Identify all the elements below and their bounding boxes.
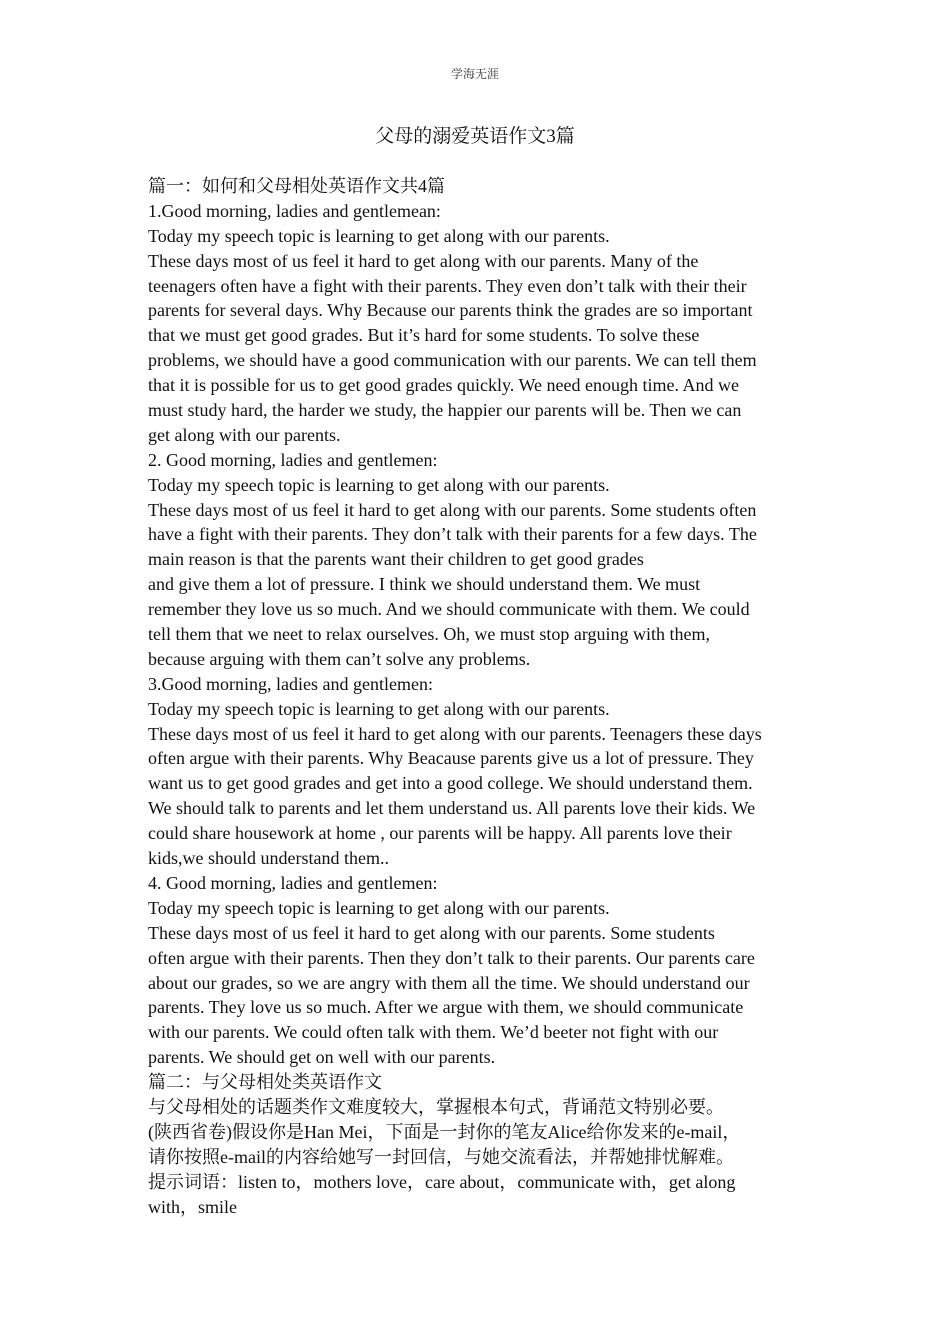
page-header: 学海无涯 — [450, 67, 499, 81]
text-line: get along with our parents. — [148, 424, 341, 445]
text-line: because arguing with them can’t solve any problems. — [148, 648, 531, 669]
text-line: about our grades, so we are angry with them all the time. We should understand our — [148, 972, 750, 993]
text-line: often argue with their parents. Then they don’t talk to their parents. Our parents care — [148, 947, 755, 968]
text-line: parents for several days. Why Because our parents think the grades are so important — [148, 300, 753, 321]
document-body — [148, 174, 808, 1219]
text-line: These days most of us feel it hard to get along with our parents. Some students — [148, 922, 715, 943]
text-line: These days most of us feel it hard to get along with our parents. Some students often — [148, 499, 757, 520]
text-line: 与父母相处的话题类作文难度较大，掌握根本句式，背诵范文特别必要。 — [148, 1096, 724, 1117]
text-line: and give them a lot of pressure. I think we should understand them. We must — [148, 574, 701, 595]
text-line: parents. We should get on well with our parents. — [148, 1047, 496, 1068]
text-line: problems, we should have a good communication with our parents. We can tell them — [148, 350, 757, 371]
text-line: 4. Good morning, ladies and gentlemen: — [148, 872, 438, 893]
text-line: Today my speech topic is learning to get along with our parents. — [148, 474, 610, 495]
text-line: tell them that we neet to relax ourselves. Oh, we must stop arguing with them, — [148, 624, 711, 645]
text-line: 提示词语：listen to，mothers love，care about，communicate with，get along — [148, 1171, 736, 1192]
text-line: (陕西省卷)假设你是Han Mei，下面是一封你的笔友Alice给你发来的e-mail， — [148, 1121, 741, 1142]
text-line: These days most of us feel it hard to get along with our parents. Teenagers these days — [148, 723, 762, 744]
text-line: Today my speech topic is learning to get along with our parents. — [148, 897, 610, 918]
text-line: kids,we should understand them.. — [148, 848, 389, 869]
text-line: must study hard, the harder we study, the happier our parents will be. Then we can — [148, 400, 742, 421]
text-line: have a fight with their parents. They don’t talk with their parents for a few days. The — [148, 524, 757, 545]
text-line: These days most of us feel it hard to get along with our parents. Many of the — [148, 250, 699, 271]
text-line: We should talk to parents and let them understand us. All parents love their kids. We — [148, 798, 756, 819]
text-line: teenagers often have a fight with their parents. They even don’t talk with their their — [148, 275, 747, 296]
text-line: Today my speech topic is learning to get along with our parents. — [148, 225, 610, 246]
text-line: 2. Good morning, ladies and gentlemen: — [148, 449, 438, 470]
text-line: 1.Good morning, ladies and gentlemean: — [148, 200, 441, 221]
text-line: often argue with their parents. Why Beacause parents give us a lot of pressure. They — [148, 748, 754, 769]
text-line: want us to get good grades and get into a good college. We should understand them. — [148, 773, 753, 794]
text-line: that we must get good grades. But it’s hard for some students. To solve these — [148, 325, 700, 346]
document-title: 父母的溺爱英语作文3篇 — [375, 126, 575, 147]
text-line: parents. They love us so much. After we argue with them, we should communicate — [148, 997, 744, 1018]
text-line: 请你按照e-mail的内容给她写一封回信，与她交流看法，并帮她排忧解难。 — [148, 1146, 734, 1167]
text-line: 篇二：与父母相处类英语作文 — [148, 1072, 382, 1093]
text-line: with our parents. We could often talk with them. We’d beeter not fight with our — [148, 1022, 719, 1043]
text-line: that it is possible for us to get good grades quickly. We need enough time. And we — [148, 375, 739, 396]
text-line: could share housework at home , our parents will be happy. All parents love their — [148, 823, 732, 844]
text-line: main reason is that the parents want their children to get good grades — [148, 549, 644, 570]
text-line: remember they love us so much. And we should communicate with them. We could — [148, 599, 750, 620]
text-line: with，smile — [148, 1196, 237, 1217]
text-line: 篇一：如何和父母相处英语作文共4篇 — [148, 176, 445, 196]
text-line: Today my speech topic is learning to get along with our parents. — [148, 698, 610, 719]
text-line: 3.Good morning, ladies and gentlemen: — [148, 673, 433, 694]
